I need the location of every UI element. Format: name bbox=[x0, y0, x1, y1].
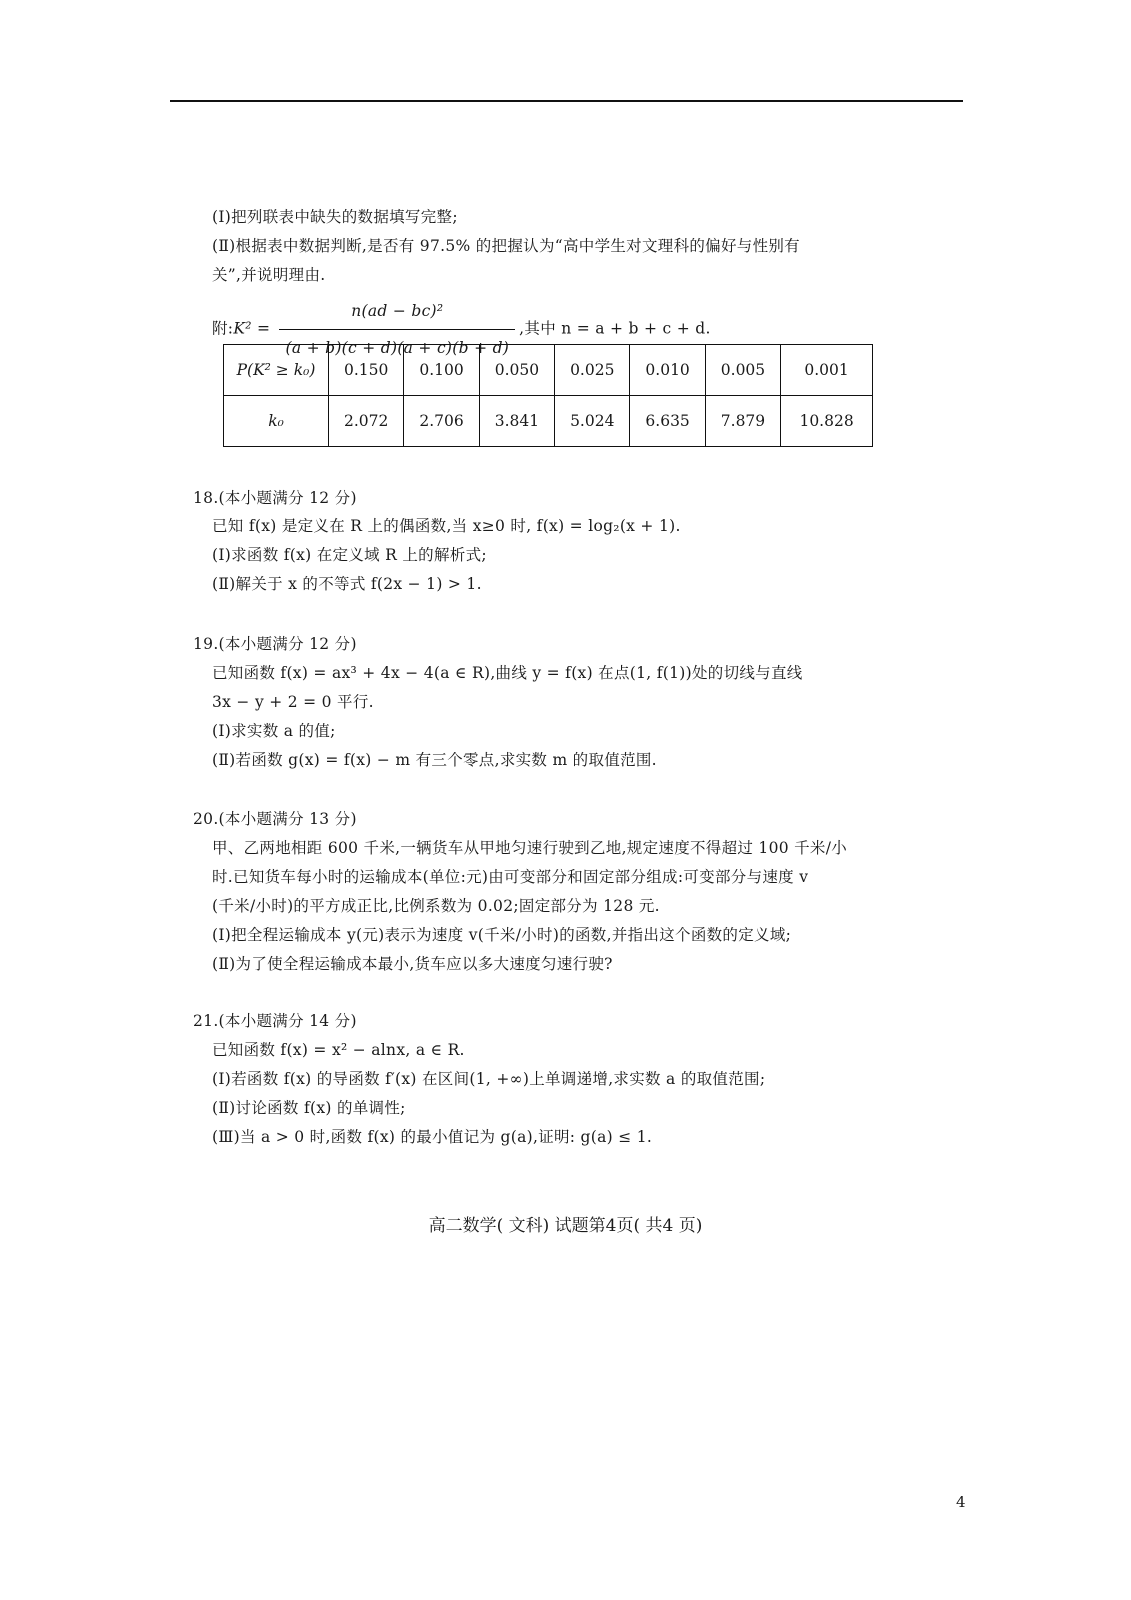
page-number: 4 bbox=[956, 1493, 966, 1511]
formula-lhs: K² = bbox=[233, 319, 271, 338]
q20-line3: (千米/小时)的平方成正比,比例系数为 0.02;固定部分为 128 元. bbox=[212, 897, 660, 915]
k2-critical-value-table bbox=[223, 344, 873, 447]
q17-part1: (Ⅰ)把列联表中缺失的数据填写完整; bbox=[212, 208, 458, 226]
q17-part2-line2: 关”,并说明理由. bbox=[212, 266, 326, 284]
table-cell-p: 0.010 bbox=[630, 345, 705, 396]
table-cell-k: 6.635 bbox=[630, 396, 705, 447]
q20-line2: 时.已知货车每小时的运输成本(单位:元)由可变部分和固定部分组成:可变部分与速度 v bbox=[212, 868, 809, 886]
table-cell-k: 2.072 bbox=[329, 396, 404, 447]
table-cell-p: 0.005 bbox=[705, 345, 780, 396]
q21-part3: (Ⅲ)当 a > 0 时,函数 f(x) 的最小值记为 g(a),证明: g(a) ≤ 1. bbox=[212, 1128, 653, 1146]
table-header-p: P(K² ≥ k₀) bbox=[224, 345, 329, 396]
q17-formula bbox=[212, 294, 711, 357]
q18-line1: 已知 f(x) 是定义在 R 上的偶函数,当 x≥0 时, f(x) = log₂(x + 1). bbox=[212, 517, 681, 535]
table-cell-p: 0.001 bbox=[781, 345, 873, 396]
table-cell-p: 0.025 bbox=[555, 345, 630, 396]
q21-part2: (Ⅱ)讨论函数 f(x) 的单调性; bbox=[212, 1099, 406, 1117]
formula-suffix: ,其中 n = a + b + c + d. bbox=[519, 319, 711, 338]
q21-line1: 已知函数 f(x) = x² − alnx, a ∈ R. bbox=[212, 1041, 465, 1059]
q20-part2: (Ⅱ)为了使全程运输成本最小,货车应以多大速度匀速行驶? bbox=[212, 955, 613, 973]
q20-title: 20.(本小题满分 13 分) bbox=[193, 810, 357, 828]
formula-prefix: 附: bbox=[212, 319, 234, 338]
formula-denominator: (a + b)(c + d)(a + c)(b + d) bbox=[285, 339, 510, 357]
q18-part2: (Ⅱ)解关于 x 的不等式 f(2x − 1) > 1. bbox=[212, 575, 482, 593]
table-header-k: k₀ bbox=[224, 396, 329, 447]
table-cell-k: 10.828 bbox=[781, 396, 873, 447]
table-cell-p: 0.050 bbox=[479, 345, 554, 396]
q17-part2-line1: (Ⅱ)根据表中数据判断,是否有 97.5% 的把握认为“高中学生对文理科的偏好与性别有 bbox=[212, 237, 800, 255]
q19-part2: (Ⅱ)若函数 g(x) = f(x) − m 有三个零点,求实数 m 的取值范围. bbox=[212, 751, 657, 769]
q18-part1: (Ⅰ)求函数 f(x) 在定义域 R 上的解析式; bbox=[212, 546, 487, 564]
q20-line1: 甲、乙两地相距 600 千米,一辆货车从甲地匀速行驶到乙地,规定速度不得超过 100 千米/小 bbox=[212, 839, 848, 857]
table-cell-k: 2.706 bbox=[404, 396, 479, 447]
table-row-p bbox=[224, 345, 873, 396]
table-cell-k: 7.879 bbox=[705, 396, 780, 447]
table-row-k bbox=[224, 396, 873, 447]
formula-numerator: n(ad − bc)² bbox=[279, 294, 515, 330]
q18-title: 18.(本小题满分 12 分) bbox=[193, 489, 357, 507]
q21-title: 21.(本小题满分 14 分) bbox=[193, 1012, 357, 1030]
q20-part1: (Ⅰ)把全程运输成本 y(元)表示为速度 v(千米/小时)的函数,并指出这个函数的定义域; bbox=[212, 926, 792, 944]
q19-part1: (Ⅰ)求实数 a 的值; bbox=[212, 722, 336, 740]
q19-line2: 3x − y + 2 = 0 平行. bbox=[212, 693, 374, 711]
q19-title: 19.(本小题满分 12 分) bbox=[193, 635, 357, 653]
table-cell-p: 0.150 bbox=[329, 345, 404, 396]
page-footer: 高二数学( 文科) 试题第4页( 共4 页) bbox=[428, 1216, 703, 1236]
table-cell-p: 0.100 bbox=[404, 345, 479, 396]
header-rule bbox=[170, 100, 963, 102]
q21-part1: (Ⅰ)若函数 f(x) 的导函数 f′(x) 在区间(1, +∞)上单调递增,求实数 a 的取值范围; bbox=[212, 1070, 766, 1088]
table-cell-k: 5.024 bbox=[555, 396, 630, 447]
q19-line1: 已知函数 f(x) = ax³ + 4x − 4(a ∈ R),曲线 y = f(x) 在点(1, f(1))处的切线与直线 bbox=[212, 664, 803, 682]
table-cell-k: 3.841 bbox=[479, 396, 554, 447]
